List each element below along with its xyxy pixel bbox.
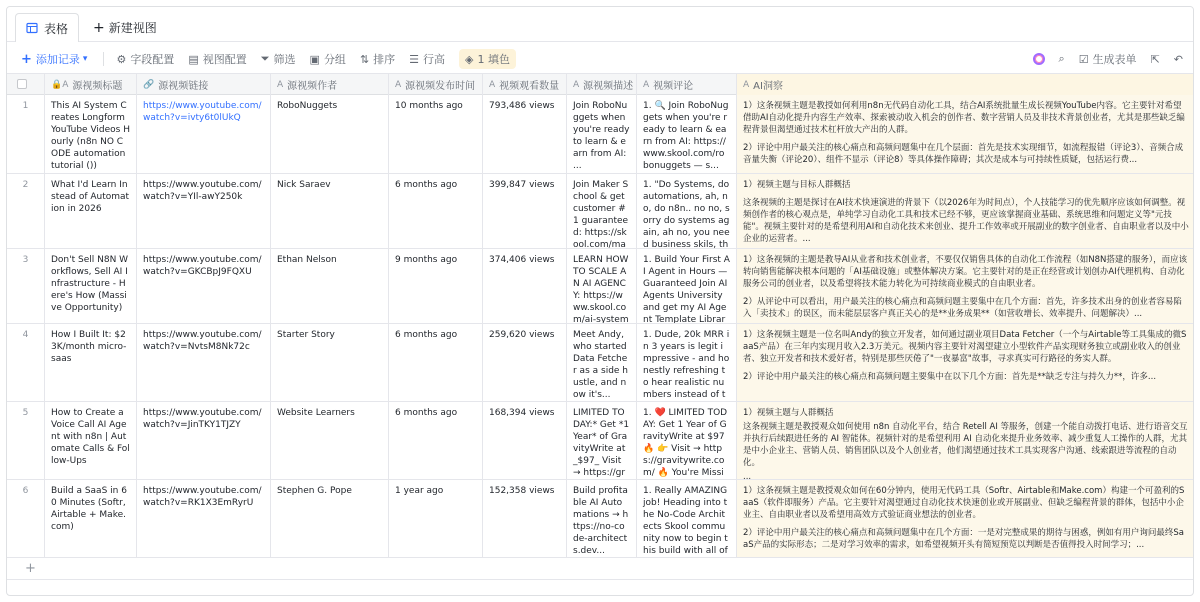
cell-title[interactable]: How I Built It: $23K/month micro-saas [45, 324, 137, 401]
cell-time[interactable]: 9 months ago [389, 249, 483, 323]
ai-paragraph: ... [743, 472, 752, 479]
column-header[interactable] [483, 74, 567, 95]
ai-paragraph: 这条视频主题是教授观众如何使用 n8n 自动化平台，结合 Retell AI 等服务，创建一个能自动拨打电话、进行语音交互并执行后续跟进任务的 AI 智能体。视频针对的是希望利用 AI 自动化来提升业务效率、减少重复人工操作的人群，尤其是中小企业主、营销人员、销售团队以及个人创业者，他们渴望通过技术工具实现客户沟通、线索跟进等流程的自动化。 [743, 422, 1188, 468]
cell-desc[interactable]: Meet Andy, who started Data Fetcher as a side hustle, and now it's... [567, 324, 637, 401]
plus-icon: + [93, 19, 105, 36]
cell-title[interactable]: What I'd Learn Instead of Automation in 2026 [45, 174, 137, 248]
tab-new-view[interactable] [89, 13, 157, 42]
cell-link[interactable]: https://www.youtube.com/watch?v=GKCBpJ9FQXU [137, 249, 271, 323]
cell-time[interactable]: 6 months ago [389, 174, 483, 248]
column-label: 源视频链接 [158, 81, 209, 92]
undo-button[interactable] [1174, 53, 1183, 66]
cell-views[interactable]: 399,847 views [483, 174, 567, 248]
search-icon: ⌕ [1058, 52, 1065, 65]
cell-ai-insight[interactable] [737, 324, 1194, 401]
column-label: 源视频描述 [583, 81, 634, 92]
text-icon: A [489, 79, 496, 90]
column-label: 源视频发布时间 [405, 81, 476, 92]
cell-comment[interactable]: 1. 🔍 Join RoboNuggets when you're ready to learn & earn from AI: https://www.skool.com/robonuggets — s... [637, 95, 737, 173]
view-settings-icon: ▤ [188, 52, 199, 66]
cell-ai-insight[interactable] [737, 402, 1194, 479]
cell-link[interactable]: https://www.youtube.com/watch?v=JinTKY1TJZY [137, 402, 271, 479]
cell-views[interactable]: 793,486 views [483, 95, 567, 173]
cell-comment[interactable]: 1. Dude, 20k MRR in 3 years is legit impressive - and honestly refreshing to hear realistic numbers instead of t [637, 324, 737, 401]
sort-label: 排序 [373, 53, 396, 66]
row-height-icon: ☰ [409, 52, 420, 66]
cell-desc[interactable]: LIMITED TODAY:* Get *1 Year* of GravityWrite at _$97_ Visit → https://gr [567, 402, 637, 479]
table-grid-icon [26, 22, 38, 34]
cell-desc[interactable]: Join RoboNuggets when you're ready to learn & earn from AI: ... [567, 95, 637, 173]
group-icon: ▣ [309, 52, 320, 66]
add-row[interactable] [7, 558, 1194, 580]
filter-icon: ⏷ [260, 52, 270, 65]
lock-text-icon: 🔒A [51, 79, 69, 90]
cell-title[interactable]: This AI System Creates Longform YouTube Videos Hourly (n8n NO CODE automation tutorial ()) [45, 95, 137, 173]
cell-author[interactable]: Stephen G. Pope [271, 480, 389, 557]
cell-time[interactable]: 1 year ago [389, 480, 483, 557]
search-button[interactable] [1059, 52, 1065, 66]
text-icon: A [395, 79, 402, 90]
view-config-button[interactable] [188, 51, 246, 67]
text-icon: A [277, 79, 284, 90]
cell-ai-insight[interactable] [737, 480, 1194, 557]
tab-label: 表格 [44, 21, 69, 36]
plus-icon: + [25, 561, 36, 576]
ai-paragraph: 2）评论中用户最关注的核心痛点和高频问题集中在几个层面：首先是技术实现细节，如流程报错（评论3）、音频合成音量失衡（评论20）、组件不显示（评论8）等具体操作障碍；其次是成本与可持续性质疑，包括运行费... [743, 143, 1184, 165]
ai-paragraph: 1）视频主题与人群概括 [743, 408, 834, 418]
cell-author[interactable]: Nick Saraev [271, 174, 389, 248]
text-icon: A [573, 79, 580, 90]
table-row[interactable] [7, 174, 1194, 249]
undo-icon: ↶ [1173, 52, 1183, 66]
divider [103, 52, 104, 66]
row-number: 4 [7, 324, 45, 401]
text-icon: A [743, 79, 750, 90]
select-all-cell [7, 74, 45, 95]
table-window [6, 6, 1194, 596]
cell-time[interactable]: 6 months ago [389, 402, 483, 479]
group-button[interactable] [310, 51, 346, 67]
add-record-label: 添加记录 [35, 53, 80, 66]
text-icon: A [643, 79, 650, 90]
tab-table[interactable] [15, 13, 79, 42]
cell-comment[interactable]: 1. Build Your First AI Agent in Hours — Guaranteed Join AI Agents University and get my AI Agent Template Librar [637, 249, 737, 323]
cell-views[interactable]: 152,358 views [483, 480, 567, 557]
ai-paragraph: 1）这条视频的主题是教导AI从业者和技术创业者，不要仅仅销售具体的自动化工作流程（如N8N搭建的服务），而应该转向销售能解决根本问题的「AI基础设施」或整体解决方案。它主要针对的是正在经营或计划创办AI代理机构、自动化服务公司的创业者，以及希望将技术能力转化为可持续商业模式的自由职业者。 [743, 255, 1188, 289]
toolbar [7, 43, 1194, 75]
table-header [7, 73, 1194, 95]
table-row[interactable] [7, 480, 1194, 558]
plus-icon: + [21, 51, 32, 67]
column-label: 源视频标题 [72, 81, 123, 92]
select-all-checkbox[interactable] [17, 79, 27, 89]
cell-views[interactable]: 374,406 views [483, 249, 567, 323]
toolbar-right [1019, 43, 1183, 75]
cell-desc[interactable]: Build profitable AI Automations → https://no-code-architects.dev... [567, 480, 637, 557]
column-header[interactable] [271, 74, 389, 95]
ai-paragraph: 1）这条视频主题是一位名叫Andy的独立开发者，如何通过副业项目Data Fetcher（一个与Airtable等工具集成的微SaaS产品）在三年内实现月收入2.3万美元。视频内容主要针对渴望建立小型软件产品实现财务独立或副业收入的创业者、独立开发者和技术爱好者，特别是那些厌倦了"一夜暴富"故事，寻求真实可行路径的务实人群。 [743, 330, 1187, 364]
generate-form-label: 生成表单 [1092, 53, 1137, 66]
table-row[interactable] [7, 324, 1194, 402]
tab-label: 新建视图 [108, 21, 157, 35]
table-row[interactable] [7, 95, 1194, 174]
fill-color-button[interactable] [459, 49, 516, 69]
row-height-button[interactable] [409, 51, 445, 67]
field-config-button[interactable] [116, 51, 174, 67]
cell-comment[interactable]: 1. ❤️ LIMITED TODAY: Get 1 Year of GravityWrite at $97 🔥 👉 Visit → https://gravitywrite.com/ 🔥 You're Missi [637, 402, 737, 479]
sort-icon: ⇅ [359, 52, 370, 66]
field-config-label: 字段配置 [130, 53, 175, 66]
cell-desc[interactable]: LEARN HOW TO SCALE AN AI AGENCY: https://www.skool.com/ai-system [567, 249, 637, 323]
ai-assistant-icon [1033, 53, 1045, 65]
column-label: 视频观看数量 [499, 81, 560, 92]
cell-ai-insight[interactable] [737, 249, 1194, 323]
ai-paragraph: 2）评论中用户最关注的核心痛点和高频问题主要集中在以下几个方面：首先是**缺乏专注与持久力**，许多... [743, 372, 1157, 382]
cell-ai-insight[interactable] [737, 174, 1194, 248]
chevron-down-icon: ▾ [82, 54, 88, 64]
column-header[interactable] [45, 74, 137, 95]
generate-form-button[interactable] [1079, 51, 1137, 67]
column-label: AI洞察 [753, 81, 783, 92]
cell-author[interactable]: Ethan Nelson [271, 249, 389, 323]
cell-views[interactable]: 168,394 views [483, 402, 567, 479]
ai-paragraph: 这条视频的主题是探讨在AI技术快速演进的背景下（以2026年为时间点），个人技能学习的优先顺序应该如何调整。视频创作者的核心观点是，单纯学习自动化工具和技术已经不够，更应该掌握商业基础、系统思维和问题定义等"元技能"。视频主要针对的是希望利用AI和自动化技术来创业、提升工作效率或开展副业的数字创业者、自由职业者以及中小企业的运营者。... [743, 198, 1189, 244]
ai-paragraph: 2）从评论中可以看出，用户最关注的核心痛点和高频问题主要集中在几个方面：首先，许多技术出身的创业者容易陷入「卖技术」的误区，而未能层层客户真正关心的是**业务成果**（如营收增长、效率提升、问题解决）... [743, 297, 1182, 319]
cell-author[interactable]: Starter Story [271, 324, 389, 401]
cell-link[interactable]: https://www.youtube.com/watch?v=RK1X3EmRyrU [137, 480, 271, 557]
view-tab-bar [7, 7, 1194, 42]
row-number: 1 [7, 95, 45, 173]
row-height-label: 行高 [423, 53, 446, 66]
column-label: 视频评论 [653, 81, 694, 92]
cell-title[interactable]: How to Create a Voice Call AI Agent with n8n | Automate Calls & Follow-Ups [45, 402, 137, 479]
cell-time[interactable]: 6 months ago [389, 324, 483, 401]
view-config-label: 视图配置 [202, 53, 247, 66]
cell-link[interactable]: https://www.youtube.com/watch?v=NvtsM8Nk72c [137, 324, 271, 401]
cell-time[interactable]: 10 months ago [389, 95, 483, 173]
sort-button[interactable] [360, 51, 395, 67]
table-row[interactable] [7, 402, 1194, 480]
row-number: 2 [7, 174, 45, 248]
gear-icon: ⚙ [116, 52, 127, 66]
column-header[interactable] [637, 74, 737, 95]
filter-label: 筛选 [273, 53, 296, 66]
share-icon: ⇱ [1150, 52, 1160, 66]
cell-title[interactable]: Don't Sell N8N Workflows, Sell AI Infrastructure - Here's How (Massive Opportunity) [45, 249, 137, 323]
cell-desc[interactable]: Join Maker School & get customer #1 guaranteed: https://skool.com/ma [567, 174, 637, 248]
ai-assistant-button[interactable] [1033, 53, 1045, 65]
row-number: 5 [7, 402, 45, 479]
table-row[interactable] [7, 249, 1194, 324]
cell-title[interactable]: Build a SaaS in 60 Minutes (Softr, Airtable + Make.com) [45, 480, 137, 557]
ai-paragraph: 1）视频主题与目标人群概括 [743, 180, 851, 190]
column-header[interactable] [567, 74, 637, 95]
add-record-button[interactable] [21, 51, 91, 67]
column-header[interactable] [737, 74, 1194, 95]
ai-paragraph: 1）这条视频主题是教授如何利用n8n无代码自动化工具，结合AI系统批量生成长视频YouTube内容。它主要针对希望借助AI自动化提升内容生产效率、探索被动收入机会的创作者、数字营销人员及非技术背景创业者，尤其是那些缺乏编程背景但渴望通过技术杠杆放大产出的人群。 [743, 101, 1185, 135]
share-button[interactable] [1151, 53, 1160, 66]
cell-ai-insight[interactable] [737, 95, 1194, 173]
ai-paragraph: 2）评论中用户最关注的核心痛点和高频问题集中在几个方面：一是对完整成果的期待与困惑，例如有用户询问最终SaaS产品的实际形态；二是对学习效率的需求，如希望视频开头有简短预览以判断是否值得投入时间学习；... [743, 528, 1185, 550]
cell-comment[interactable]: 1. "Do Systems, do automations, ah, no, do n8n.. no no, sorry do systems again, ah no, you need business skils, th [637, 174, 737, 248]
row-number: 3 [7, 249, 45, 323]
link-icon: 🔗 [143, 79, 155, 90]
cell-author[interactable]: RoboNuggets [271, 95, 389, 173]
paint-bucket-icon: ◈ [465, 52, 474, 66]
column-header[interactable] [137, 74, 271, 95]
column-header[interactable] [389, 74, 483, 95]
cell-link[interactable]: https://www.youtube.com/watch?v=ivty6t0lUkQ [137, 95, 271, 173]
column-label: 源视频作者 [287, 81, 338, 92]
group-label: 分组 [323, 53, 346, 66]
cell-author[interactable]: Website Learners [271, 402, 389, 479]
row-number: 6 [7, 480, 45, 557]
ai-paragraph: 1）这条视频主题是教授观众如何在60分钟内，使用无代码工具（Softr、Airtable和Make.com）构建一个可盈利的SaaS（软件即服务）产品。它主要针对渴望通过自动化技术快速创业或开展副业、但缺乏编程背景的群体，包括中小企业主、自由职业者以及希望用高效方式验证商业想法的创业者。 [743, 486, 1185, 520]
form-icon: ☑ [1078, 52, 1089, 66]
cell-link[interactable]: https://www.youtube.com/watch?v=YIl-awY250k [137, 174, 271, 248]
filter-button[interactable] [261, 51, 296, 67]
cell-views[interactable]: 259,620 views [483, 324, 567, 401]
cell-comment[interactable]: 1. Really AMAZING job! Heading into the No-Code Architects Skool community now to begin this build with all of [637, 480, 737, 557]
fill-color-label: 1 填色 [477, 53, 510, 66]
